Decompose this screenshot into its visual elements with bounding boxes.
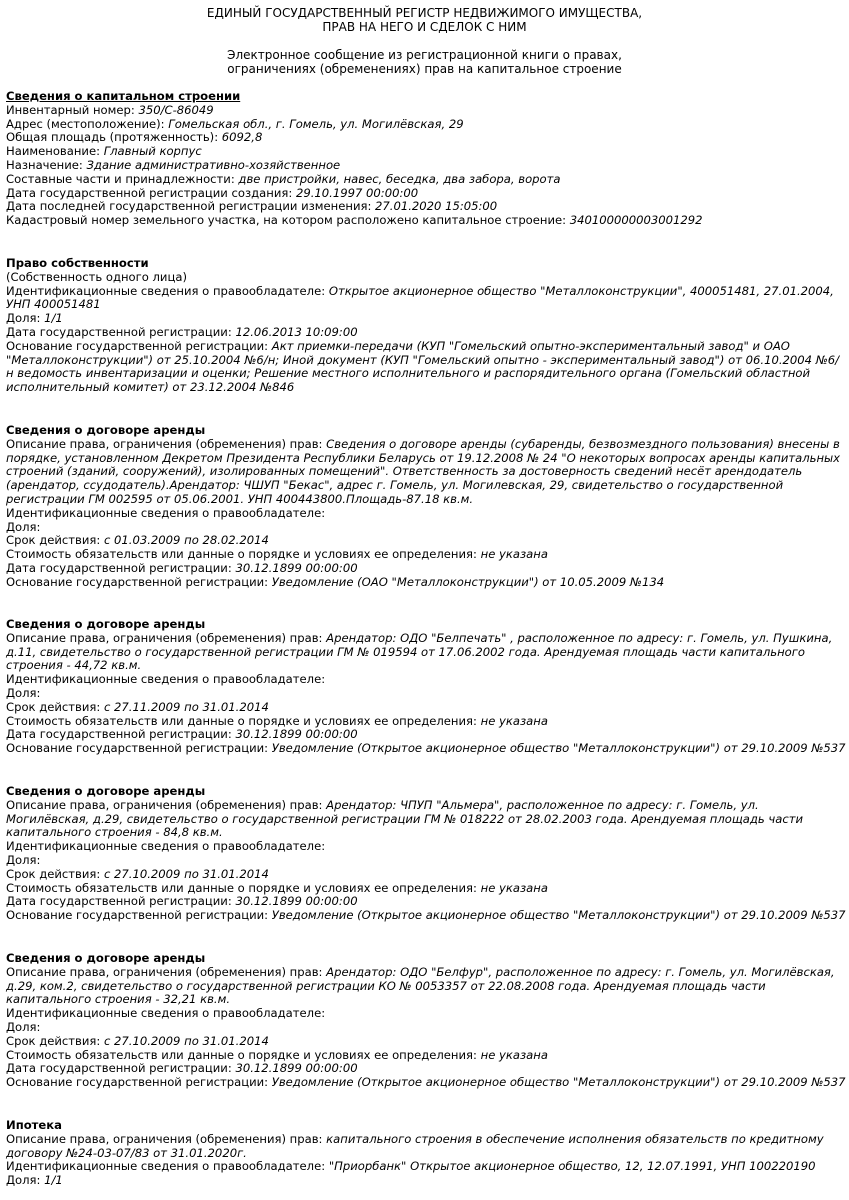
lease-heading: Сведения о договоре аренды (6, 617, 206, 631)
description-value: Арендатор: ОДО "Белфур", расположенное по адресу: г. Гомель, ул. Могилёвская, д.29, ком.2, свидетельство о государственной регистрации КО № 0053357 от 22.08.2008 года. Арендуемая площадь части капитального строения - 32,21 кв.м. (6, 964, 835, 1007)
ownership-basis-row (6, 340, 844, 395)
share-value: 1/1 (44, 311, 63, 326)
lease-basis-row (6, 742, 844, 756)
description-label: Описание права, ограничения (обременения) прав: (6, 964, 327, 979)
basis-value: Уведомление (Открытое акционерное общество "Металлоконструкции") от 29.10.2009 №537 (271, 1075, 846, 1090)
lease-basis-row (6, 909, 844, 923)
document-subtitle (0, 48, 849, 76)
lease-description-row (6, 966, 844, 1007)
reg-date-value: 30.12.1899 00:00:00 (235, 1061, 358, 1076)
lease-description-row (6, 632, 844, 673)
creation-date-row (6, 187, 844, 201)
creation-date-value: 29.10.1997 00:00:00 (295, 185, 419, 200)
lease-heading: Сведения о договоре аренды (6, 784, 206, 798)
name-value: Главный корпус (103, 144, 202, 159)
reg-date-label: Дата государственной регистрации: (6, 894, 236, 909)
lease-holder-row: Идентификационные сведения о правообладателе: (6, 505, 326, 520)
mortgage-heading: Ипотека (6, 1118, 62, 1132)
mortgage-description-row (6, 1133, 844, 1161)
name-row (6, 145, 844, 159)
cost-value: не указана (480, 713, 548, 728)
subtitle-line-2: ограничениях (обременениях) прав на капитальное строение (227, 62, 622, 76)
description-label: Описание права, ограничения (обременения) прав: (6, 630, 327, 645)
lease-description-row (6, 438, 844, 507)
holder-label: Идентификационные сведения о правообладателе: (6, 1159, 326, 1174)
lease-share-row: Доля: (6, 852, 41, 867)
lease-cost-row (6, 1049, 844, 1063)
inventory-number-row (6, 104, 844, 118)
lease-holder-row: Идентификационные сведения о правообладателе: (6, 672, 326, 687)
document-title (0, 6, 849, 34)
reg-date-label: Дата государственной регистрации: (6, 324, 236, 339)
share-label: Доля: (6, 1173, 41, 1188)
cost-label: Стоимость обязательств или данные о порядке и условиях ее определения: (6, 713, 481, 728)
description-value: Арендатор: ОДО "Белпечать" , расположенное по адресу: г. Гомель, ул. Пушкина, д.11, свидетельство о государственной регистрации ГМ № 019594 от 17.06.2002 года. Арендуемая площадь части капитального строения - 44,72 кв.м. (6, 630, 833, 673)
purpose-row (6, 159, 844, 173)
mortgage-section (6, 1119, 844, 1188)
lease-heading: Сведения о договоре аренды (6, 951, 206, 965)
holder-value: "Приорбанк" Открытое акционерное общество, 12, 12.07.1991, УНП 100220190 (328, 1159, 816, 1174)
reg-date-value: 12.06.2013 10:09:00 (235, 324, 358, 339)
lease-basis-row (6, 1076, 844, 1090)
lease-section (6, 424, 844, 590)
building-section (6, 90, 844, 228)
parts-row (6, 173, 844, 187)
building-heading: Сведения о капитальном строении (6, 89, 241, 103)
cost-label: Стоимость обязательств или данные о порядке и условиях ее определения: (6, 1047, 481, 1062)
mortgage-holder-row (6, 1160, 844, 1174)
area-value: 6092,8 (221, 130, 263, 145)
parts-label: Составные части и принадлежности: (6, 171, 239, 186)
description-value: капитального строения в обеспечение исполнения обязательств по кредитному договору №24-03-07/83 от 31.01.2020г. (6, 1131, 824, 1160)
purpose-label: Назначение: (6, 157, 87, 172)
cost-label: Стоимость обязательств или данные о порядке и условиях ее определения: (6, 547, 481, 562)
lease-basis-row (6, 576, 844, 590)
lease-description-row (6, 799, 844, 840)
cost-value: не указана (480, 880, 548, 895)
purpose-value: Здание административно-хозяйственное (86, 157, 341, 172)
description-label: Описание права, ограничения (обременения) прав: (6, 436, 327, 451)
basis-value: Уведомление (Открытое акционерное общество "Металлоконструкции") от 29.10.2009 №537 (271, 741, 846, 756)
term-label: Срок действия: (6, 699, 104, 714)
basis-label: Основание государственной регистрации: (6, 908, 272, 923)
lease-term-row (6, 701, 844, 715)
lease-term-row (6, 868, 844, 882)
ownership-reg-date-row (6, 326, 844, 340)
creation-date-label: Дата государственной регистрации создания: (6, 185, 296, 200)
area-row (6, 131, 844, 145)
ownership-share-row (6, 312, 844, 326)
lease-share-row: Доля: (6, 1019, 41, 1034)
subtitle-line-1: Электронное сообщение из регистрационной книги о правах, (227, 48, 622, 62)
cadastral-label: Кадастровый номер земельного участка, на котором расположено капитальное строение: (6, 213, 570, 228)
basis-value: Уведомление (Открытое акционерное общество "Металлоконструкции") от 29.10.2009 №537 (271, 908, 846, 923)
lease-reg-date-row (6, 728, 844, 742)
basis-label: Основание государственной регистрации: (6, 1075, 272, 1090)
reg-date-value: 30.12.1899 00:00:00 (235, 727, 358, 742)
inventory-number-label: Инвентарный номер: (6, 102, 139, 117)
parts-value: две пристройки, навес, беседка, два забора, ворота (238, 171, 561, 186)
change-date-value: 27.01.2020 15:05:00 (375, 199, 498, 214)
lease-section (6, 952, 844, 1090)
address-label: Адрес (местоположение): (6, 116, 169, 131)
lease-cost-row (6, 882, 844, 896)
lease-share-row: Доля: (6, 519, 41, 534)
holder-value: Открытое акционерное общество "Металлоконструкции", 400051481, 27.01.2004, УНП 400051481 (6, 283, 834, 312)
description-value: Арендатор: ЧПУП "Альмера", расположенное по адресу: г. Гомель, ул. Могилёвская, д.29, свидетельство о государственной регистрации ГМ № 018222 от 28.02.2003 года. Арендуемая площадь части капитального строения - 84,8 кв.м. (6, 797, 804, 840)
term-value: с 27.11.2009 по 31.01.2014 (103, 699, 269, 714)
basis-value: Уведомление (ОАО "Металлоконструкции") от 10.05.2009 №134 (271, 574, 665, 589)
ownership-type: (Собственность одного лица) (6, 269, 187, 284)
lease-reg-date-row (6, 562, 844, 576)
lease-term-row (6, 534, 844, 548)
cadastral-value: 340100000003001292 (569, 213, 703, 228)
lease-reg-date-row (6, 895, 844, 909)
term-value: с 27.10.2009 по 31.01.2014 (103, 866, 269, 881)
ownership-section (6, 257, 844, 395)
lease-holder-row: Идентификационные сведения о правообладателе: (6, 839, 326, 854)
cost-label: Стоимость обязательств или данные о порядке и условиях ее определения: (6, 880, 481, 895)
share-value: 1/1 (44, 1173, 63, 1188)
change-date-label: Дата последней государственной регистрации изменения: (6, 199, 376, 214)
cost-value: не указана (480, 1047, 548, 1062)
ownership-holder-row (6, 285, 844, 313)
mortgage-share-row (6, 1174, 844, 1188)
description-label: Описание права, ограничения (обременения) прав: (6, 797, 327, 812)
title-line-2: ПРАВ НА НЕГО И СДЕЛОК С НИМ (322, 20, 527, 34)
lease-share-row: Доля: (6, 685, 41, 700)
basis-label: Основание государственной регистрации: (6, 338, 272, 353)
lease-term-row (6, 1035, 844, 1049)
name-label: Наименование: (6, 144, 104, 159)
lease-reg-date-row (6, 1062, 844, 1076)
description-value: Сведения о договоре аренды (субаренды, безвозмездного пользования) внесены в порядке, установленном Декретом Президента Республики Беларусь от 19.12.2008 № 24 "О некоторых вопросах аренды капитальных строений (зданий, сооружений), изолированных помещений". Ответственность за достоверность сведений несёт арендодатель (арендатор, ссудодатель).Арендатор: ЧШУП "Бекас", адрес г. Гомель, ул. Могилевская, 29, свидетельство о государственной регистрации ГМ 002595 от 05.06.2001. УНП 400443800.Площадь-87.18 кв.м. (6, 436, 841, 506)
lease-section (6, 618, 844, 756)
term-label: Срок действия: (6, 533, 104, 548)
address-value: Гомельская обл., г. Гомель, ул. Могилёвская, 29 (168, 116, 464, 131)
lease-cost-row (6, 715, 844, 729)
title-line-1: ЕДИНЫЙ ГОСУДАРСТВЕННЫЙ РЕГИСТР НЕДВИЖИМОГО ИМУЩЕСТВА, (206, 6, 643, 20)
reg-date-value: 30.12.1899 00:00:00 (235, 894, 358, 909)
lease-heading: Сведения о договоре аренды (6, 423, 206, 437)
share-label: Доля: (6, 311, 45, 326)
basis-value: Акт приемки-передачи (КУП "Гомельский опытно-экспериментальный завод" и ОАО "Металлоконструкции") от 25.10.2004 №6/н; Иной документ (КУП "Гомельский опытно - экспериментальный завод") от 06.10.2004 №6/н ведомость инвентаризации и оценки; Решение местного исполнительного и распорядительного органа (Гомельский областной исполнительный комитет) от 23.12.2004 №846 (6, 338, 840, 395)
lease-holder-row: Идентификационные сведения о правообладателе: (6, 1006, 326, 1021)
basis-label: Основание государственной регистрации: (6, 574, 272, 589)
reg-date-label: Дата государственной регистрации: (6, 560, 236, 575)
term-value: с 27.10.2009 по 31.01.2014 (103, 1033, 269, 1048)
holder-label: Идентификационные сведения о правообладателе: (6, 283, 329, 298)
reg-date-value: 30.12.1899 00:00:00 (235, 560, 358, 575)
area-label: Общая площадь (протяженность): (6, 130, 222, 145)
cost-value: не указана (480, 547, 548, 562)
cadastral-row (6, 214, 844, 228)
inventory-number-value: 350/С-86049 (138, 102, 214, 117)
lease-section (6, 785, 844, 923)
reg-date-label: Дата государственной регистрации: (6, 727, 236, 742)
reg-date-label: Дата государственной регистрации: (6, 1061, 236, 1076)
term-label: Срок действия: (6, 866, 104, 881)
lease-cost-row (6, 548, 844, 562)
description-label: Описание права, ограничения (обременения) прав: (6, 1131, 327, 1146)
ownership-heading: Право собственности (6, 256, 149, 270)
term-value: с 01.03.2009 по 28.02.2014 (103, 533, 269, 548)
basis-label: Основание государственной регистрации: (6, 741, 272, 756)
term-label: Срок действия: (6, 1033, 104, 1048)
change-date-row (6, 200, 844, 214)
address-row (6, 118, 844, 132)
